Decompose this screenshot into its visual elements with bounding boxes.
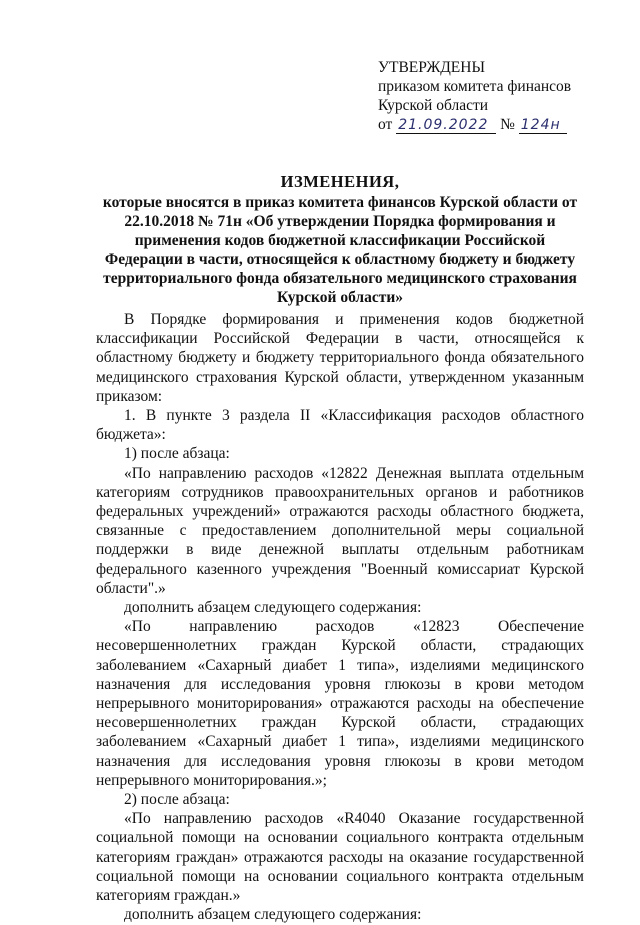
title-heading: ИЗМЕНЕНИЯ, [280, 172, 400, 191]
number-sign: № [500, 116, 515, 133]
subitem-2: 2) после абзаца: [124, 791, 230, 809]
supplement-line-1: дополнить абзацем следующего содержания: [124, 599, 422, 617]
item-1: 1. В пункте 3 раздела II «Классификация расходов областного бюджета»: [96, 407, 584, 444]
approval-region: Курской области [378, 97, 489, 114]
date-prefix: от [378, 116, 393, 133]
quote-paragraph-2: «По направлению расходов «12823 Обеспечение несовершеннолетних граждан Курской области, страдающих заболеванием «Сахарный диабет 1 типа», изделиями медицинского назначения для исследования уровня глюкозы в крови методом непрерывного мониторирования» отражаются расходы на обеспечение несовершеннолетних граждан Курской области, страдающих заболеванием «Сахарный диабет 1 типа», изделиями медицинского назначения для исследования уровня глюкозы в крови методом непрерывного мониторирования.»; [96, 618, 584, 789]
handwritten-date: 21.09.2022 [396, 117, 496, 134]
approval-date-line [378, 115, 618, 134]
intro-paragraph: В Порядке формирования и применения кодов бюджетной классификации Российской Федерации в части, относящейся к областному бюджету и бюджету территориального фонда обязательного медицинского страхования Курской области, утвержденном указанным приказом: [96, 311, 584, 405]
quote-paragraph-3: «По направлению расходов «R4040 Оказание государственной социальной помощи на основании социального контракта отдельным категориям граждан» отражаются расходы на оказание государственной социальной помощи на основании социального контракта отдельным категориям граждан.» [96, 810, 584, 905]
supplement-line-2: дополнить абзацем следующего содержания: [124, 906, 422, 924]
handwritten-number: 124н [519, 117, 567, 134]
approval-stamp [378, 58, 618, 134]
quote-paragraph-1: «По направлению расходов «12822 Денежная выплата отдельным категориям сотрудников правоохранительных органов и работников федеральных учреждений» отражаются расходы областного бюджета, связанные с предоставлением дополнительной меры социальной поддержки в виде денежной выплаты отдельным работникам федерального казенного учреждения "Военный комиссариат Курской области".» [96, 464, 584, 597]
document-body [96, 310, 584, 925]
approved-label: УТВЕРЖДЕНЫ [378, 59, 485, 76]
title-subtitle: которые вносятся в приказ комитета финансов Курской области от 22.10.2018 № 71н «Об утверждении Порядка формирования и применения кодов бюджетной классификации Российской Федерации в части, относящейся к областному бюджету и бюджету территориального фонда обязательного медицинского страхования Курской области» [102, 194, 578, 306]
document-title [100, 172, 580, 307]
approval-order-line: приказом комитета финансов [378, 78, 572, 95]
subitem-1: 1) после абзаца: [124, 445, 230, 463]
